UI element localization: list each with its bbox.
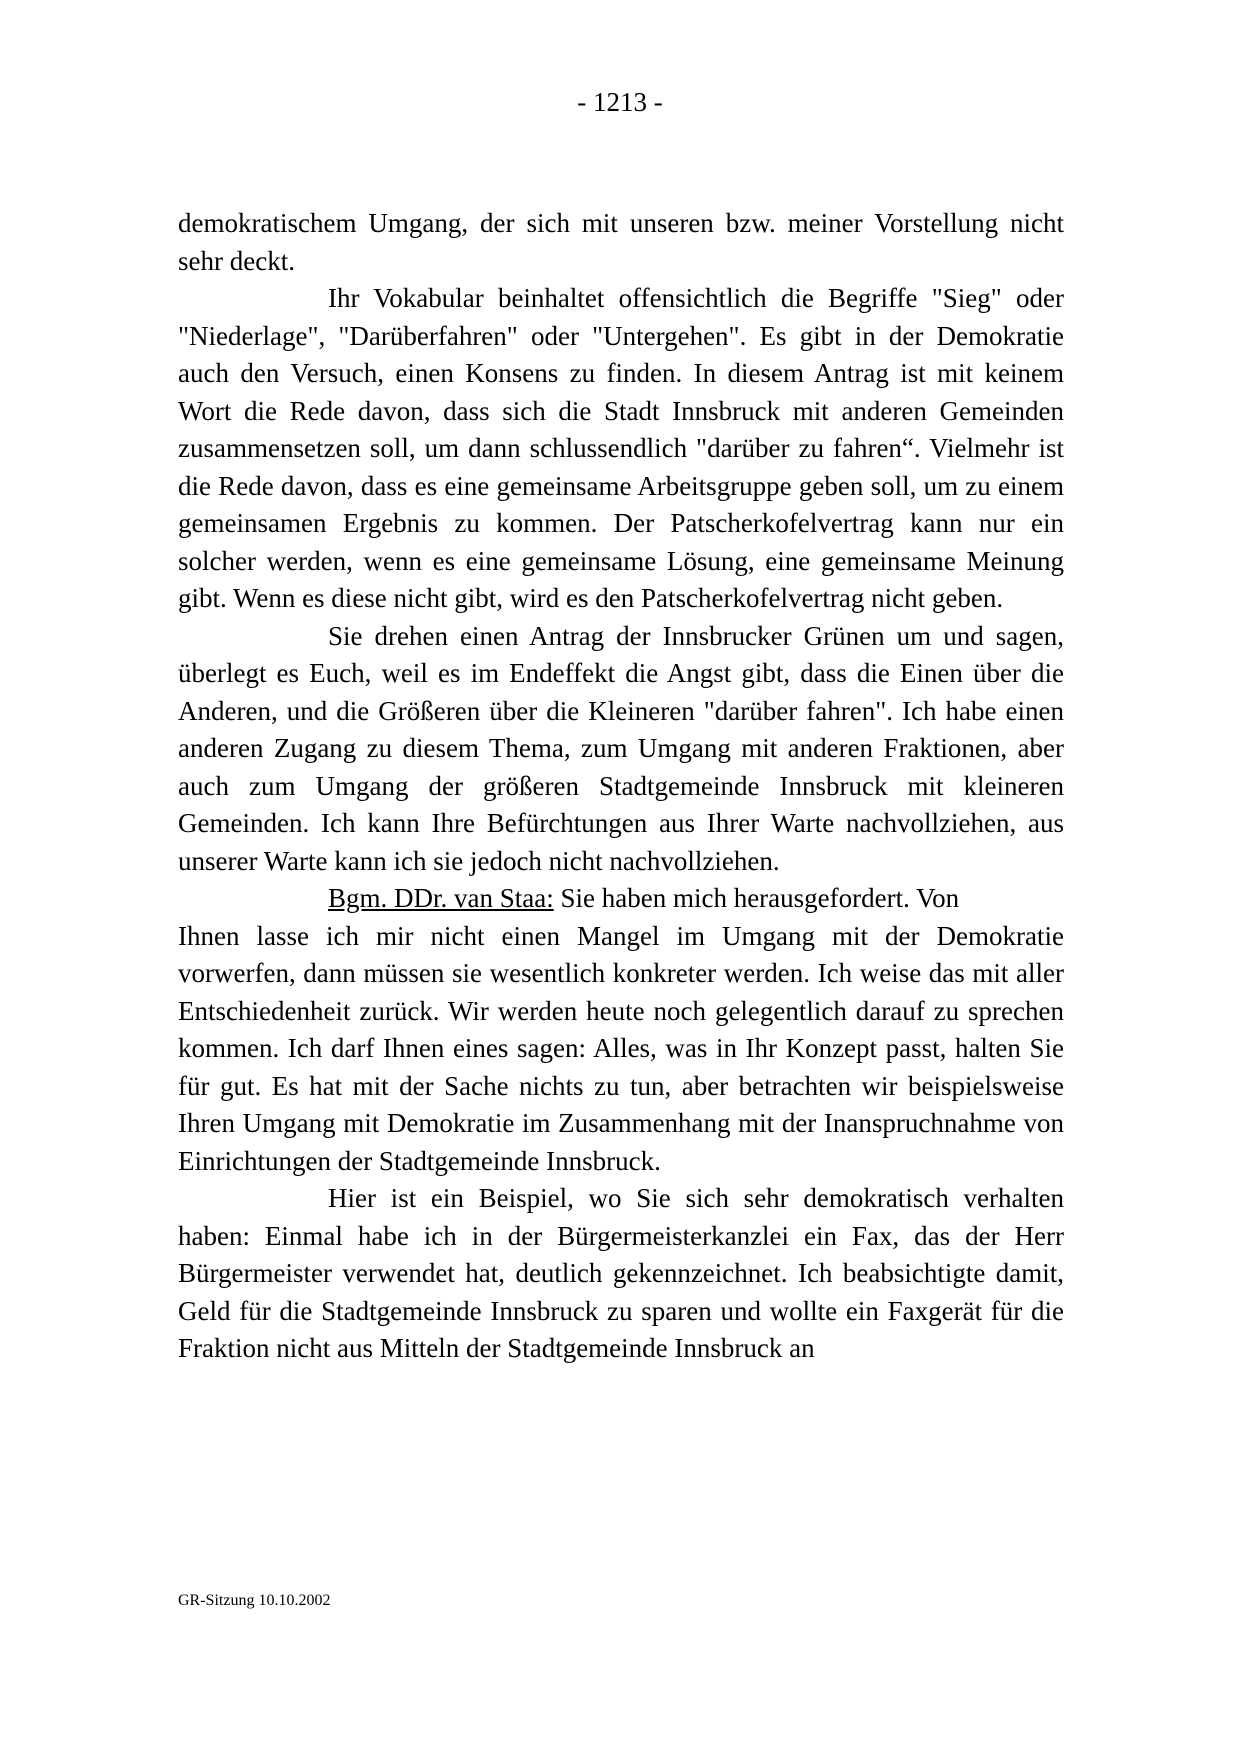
paragraph-example: Hier ist ein Beispiel, wo Sie sich sehr demokratisch verhalten haben: Einmal habe ich in der Bürgermeisterkanzlei ein Fax, das der Herr Bürgermeister verwendet hat, deutlich gekennzeichnet. Ich beabsichtigte damit, Geld für die Stadtgemeinde Innsbruck zu sparen und wollte ein Faxgerät für die Fraktion nicht aus Mitteln der Stadtgemeinde Innsbruck an <box>178 1183 1064 1363</box>
speaker-first-line: Sie haben mich herausgefordert. Von <box>553 883 960 913</box>
paragraph-vocabulary: Ihr Vokabular beinhaltet offensichtlich die Begriffe "Sieg" oder "Niederlage", "Darüberfahren" oder "Untergehen". Es gibt in der Demokratie auch den Versuch, einen Konsens zu finden. In diesem Antrag ist mit keinem Wort die Rede davon, dass sich die Stadt Innsbruck mit anderen Gemeinden zusammensetzen soll, um dann schlussendlich "darüber zu fahren“. Vielmehr ist die Rede davon, dass es eine gemeinsame Arbeitsgruppe geben soll, um zu einem gemeinsamen Ergebnis zu kommen. Der Patscherkofelvertrag kann nur ein solcher werden, wenn es eine gemeinsame Lösung, eine gemeinsame Meinung gibt. Wenn es diese nicht gibt, wird es den Patscherkofelvertrag nicht geben. <box>178 283 1064 613</box>
page-number: - 1213 - <box>577 87 663 117</box>
paragraph-speaker-continuation: Ihnen lasse ich mir nicht einen Mangel im Umgang mit der Demokratie vorwerfen, dann müssen sie wesentlich konkreter werden. Ich weise das mit aller Entschiedenheit zurück. Wir werden heute noch gelegentlich darauf zu sprechen kommen. Ich darf Ihnen eines sagen: Alles, was in Ihr Konzept passt, halten Sie für gut. Es hat mit der Sache nichts zu tun, aber betrachten wir beispielsweise Ihren Umgang mit Demokratie im Zusammenhang mit der Inanspruchnahme von Einrichtungen der Stadtgemeinde Innsbruck. <box>178 920 1064 1176</box>
paragraph-continuation: demokratischem Umgang, der sich mit unseren bzw. meiner Vorstellung nicht sehr deckt. <box>178 208 1064 276</box>
paragraph-speaker-statement <box>178 880 1064 918</box>
speaker-name: Bgm. DDr. van Staa: <box>328 883 554 913</box>
document-body <box>178 205 1064 1368</box>
paragraph-antrag: Sie drehen einen Antrag der Innsbrucker Grünen um und sagen, überlegt es Euch, weil es im Endeffekt die Angst gibt, dass die Einen über die Anderen, und die Größeren über die Kleineren "darüber fahren". Ich habe einen anderen Zugang zu diesem Thema, zum Umgang mit anderen Fraktionen, aber auch zum Umgang der größeren Stadtgemeinde Innsbruck mit kleineren Gemeinden. Ich kann Ihre Befürchtungen aus Ihrer Warte nachvollziehen, aus unserer Warte kann ich sie jedoch nicht nachvollziehen. <box>178 620 1064 876</box>
footer-session-date: GR-Sitzung 10.10.2002 <box>178 1592 331 1609</box>
